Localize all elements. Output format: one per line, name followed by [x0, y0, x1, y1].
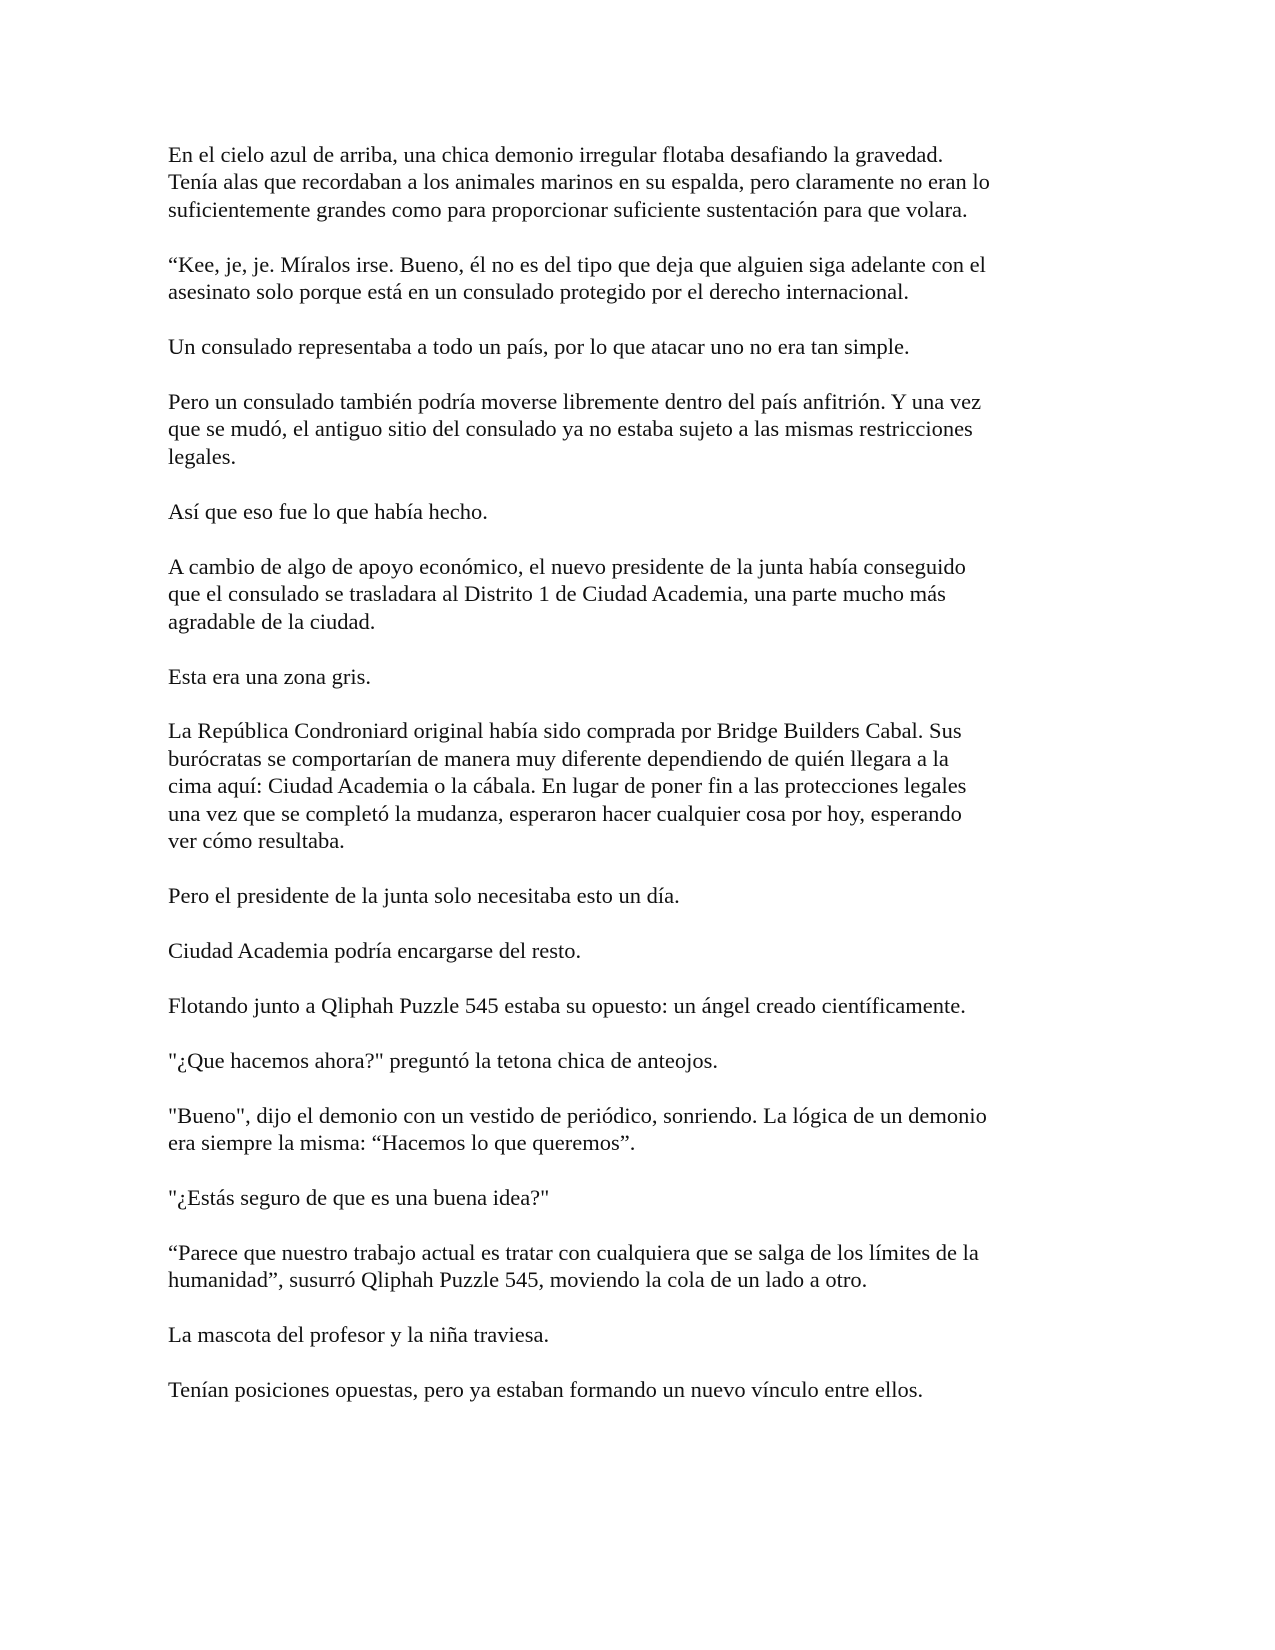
text-line: Así que eso fue lo que había hecho.: [168, 498, 488, 524]
text-line: legales.: [168, 443, 237, 469]
text-line: cima aquí: Ciudad Academia o la cábala. En lugar de poner fin a las protecciones legales: [168, 773, 967, 799]
paragraph: [168, 1102, 1068, 1157]
text-line: La República Condroniard original había sido comprada por Bridge Builders Cabal. Sus: [168, 718, 962, 744]
text-line: La mascota del profesor y la niña traviesa.: [168, 1322, 550, 1348]
paragraph: [168, 882, 1068, 909]
paragraph: [168, 251, 1068, 306]
text-line: suficientemente grandes como para proporcionar suficiente sustentación para que volara.: [168, 196, 968, 222]
paragraph: [168, 553, 1068, 635]
text-line: una vez que se completó la mudanza, esperaron hacer cualquier cosa por hoy, esperando: [168, 800, 962, 826]
text-line: Ciudad Academia podría encargarse del resto.: [168, 938, 582, 963]
text-line: Tenían posiciones opuestas, pero ya estaban formando un nuevo vínculo entre ellos.: [168, 1377, 924, 1403]
text-line: Pero el presidente de la junta solo necesitaba esto un día.: [168, 883, 680, 909]
paragraph: [168, 1239, 1068, 1294]
text-line: ver cómo resultaba.: [168, 828, 345, 854]
paragraph: [168, 663, 1068, 690]
text-line: Pero un consulado también podría moverse libremente dentro del país anfitrión. Y una vez: [168, 389, 982, 415]
text-line: que se mudó, el antiguo sitio del consulado ya no estaba sujeto a las mismas restricciones: [168, 416, 973, 442]
text-line: agradable de la ciudad.: [168, 608, 376, 634]
text-line: humanidad”, susurró Qliphah Puzzle 545, moviendo la cola de un lado a otro.: [168, 1267, 868, 1293]
paragraph: [168, 992, 1068, 1019]
text-line: Tenía alas que recordaban a los animales marinos en su espalda, pero claramente no eran lo: [168, 169, 990, 195]
text-line: burócratas se comportarían de manera muy diferente dependiendo de quién llegara a la: [168, 745, 949, 771]
text-line: Esta era una zona gris.: [168, 663, 372, 689]
text-line: Un consulado representaba a todo un país, por lo que atacar uno no era tan simple.: [168, 334, 910, 360]
document-page: [168, 141, 1068, 1431]
text-line: "Bueno", dijo el demonio con un vestido de periódico, sonriendo. La lógica de un demonio: [168, 1102, 987, 1128]
text-line: que el consulado se trasladara al Distrito 1 de Ciudad Academia, una parte mucho más: [168, 581, 946, 607]
text-line: Flotando junto a Qliphah Puzzle 545 estaba su opuesto: un ángel creado científicamente.: [168, 992, 966, 1018]
text-line: asesinato solo porque está en un consulado protegido por el derecho internacional.: [168, 279, 910, 305]
paragraph: [168, 1047, 1068, 1074]
paragraph: [168, 937, 1068, 964]
text-line: era siempre la misma: “Hacemos lo que queremos”.: [168, 1130, 636, 1156]
paragraph: [168, 1184, 1068, 1211]
paragraph: [168, 141, 1068, 223]
paragraph: [168, 1321, 1068, 1348]
paragraph: [168, 717, 1068, 854]
text-line: A cambio de algo de apoyo económico, el nuevo presidente de la junta había conseguido: [168, 553, 966, 579]
text-line: En el cielo azul de arriba, una chica demonio irregular flotaba desafiando la gravedad.: [168, 142, 944, 167]
paragraph: [168, 1376, 1068, 1403]
text-line: "¿Estás seguro de que es una buena idea?": [168, 1185, 550, 1211]
paragraph: [168, 388, 1068, 470]
text-line: "¿Que hacemos ahora?" preguntó la tetona chica de anteojos.: [168, 1047, 719, 1073]
text-line: “Kee, je, je. Míralos irse. Bueno, él no es del tipo que deja que alguien siga adelante con el: [168, 251, 986, 277]
text-line: “Parece que nuestro trabajo actual es tratar con cualquiera que se salga de los límites de la: [168, 1239, 979, 1265]
paragraph: [168, 333, 1068, 360]
paragraph: [168, 498, 1068, 525]
